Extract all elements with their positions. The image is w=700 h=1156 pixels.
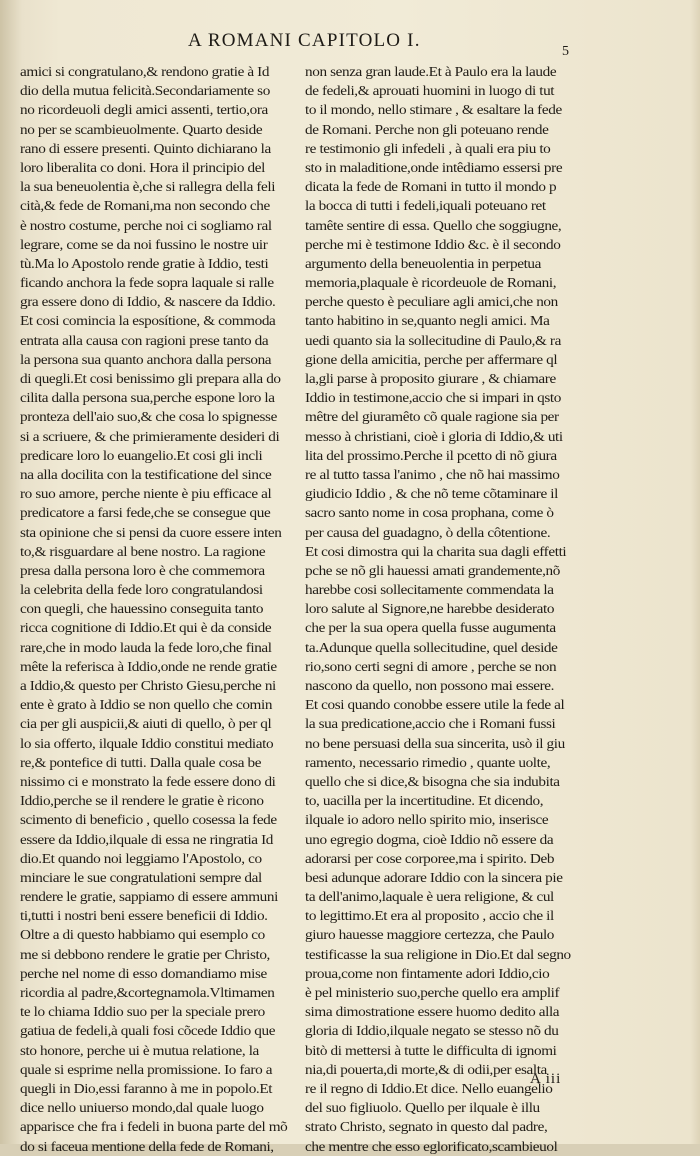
right-column-line: nia,di pouerta,di morte,& di odii,per esalta — [305, 1061, 547, 1077]
left-column-line: dice nello uniuerso mondo,dal quale luogo — [20, 1100, 264, 1116]
right-column-line: per causa del guadagno, ò della côtentione. — [305, 524, 551, 540]
left-column-line: rendere le gratie, sappiamo di essere ammuni — [20, 889, 278, 905]
right-column-line: strato Christo, segnato in questo dal padre, — [305, 1119, 548, 1135]
right-column-line: rio,sono certi segni di amore , perche se non — [305, 658, 557, 674]
left-column-line: predicare loro lo euangelio.Et cosi gli incli — [20, 447, 263, 463]
page-header — [0, 28, 700, 59]
left-column-line: entrata alla causa con ragioni prese tanto da — [20, 332, 269, 348]
left-column-line: ro suo amore, perche niente è piu efficace al — [20, 486, 272, 502]
left-column-line: perche nel nome di esso domandiamo mise — [20, 965, 267, 981]
right-column-line: che per la sua opera quella fusse augumenta — [305, 620, 556, 636]
left-column-line: ficando anchora la fede sopra laquale si ralle — [20, 275, 274, 291]
right-column-line: è pel ministerio suo,perche quello era amplif — [305, 985, 560, 1000]
right-column-line: dicata la fede de Romani in tutto il mondo p — [305, 179, 557, 195]
right-column-line: del suo figliuolo. Quello per ilquale è illu — [305, 1100, 540, 1116]
left-column-line: Iddio,perche se il rendere le gratie è ricono — [20, 793, 264, 809]
right-column-line: ilquale io adoro nello spirito mio, inserisce — [305, 812, 549, 828]
left-column-line: Et cosi comincia la esposítione, & commoda — [20, 313, 276, 329]
left-column-line: na alla docilita con la testificatione del since — [20, 466, 272, 482]
left-column-line: no ricordeuoli degli amici assenti, tertio,ora — [20, 102, 268, 118]
right-column-line: to legittimo.Et era al proposito , accio che il — [305, 908, 554, 924]
right-column-line: adorarsi per cose corporee,ma i spirito. Deb — [305, 850, 555, 866]
right-column-line: sima dimostratione essere huomo dedito alla — [305, 1004, 560, 1020]
right-column-line: Et cosi dimostra qui la charita sua dagli effetti — [305, 543, 567, 559]
right-column-line: de fedeli,& aprouati huomini in luogo di tut — [305, 83, 555, 99]
left-column-line: rare,che in modo lauda la fede loro,che final — [20, 639, 272, 655]
right-column-line: proua,come non fintamente adori Iddio,cio — [305, 965, 550, 981]
left-column-line: con quegli, che hauessino conseguita tanto — [20, 601, 264, 617]
right-column-line: besi adunque adorare Iddio con la sincera pie — [305, 869, 563, 885]
left-column-line: nissimo ci e monstrato la fede essere dono di — [20, 773, 276, 789]
right-column-line: la sua predicatione,accio che i Romani fussi — [305, 716, 556, 732]
right-column-line: harebbe cosi sollecitamente commendata la — [305, 582, 554, 598]
left-column-line: a Iddio,& questo per Christo Giesu,perche ni — [20, 678, 276, 693]
left-column-line: do si faceua mentione della fede de Romani, — [20, 1138, 274, 1154]
right-column-line: nascono da quello, non possono mai essere. — [305, 678, 555, 693]
right-column-line: re al tutto tassa l'animo , che nõ hai massimo — [305, 466, 560, 482]
right-column-line: no bene persuasi della sua sincerita, usò il giu — [305, 735, 565, 751]
left-column-line: tù.Ma lo Apostolo rende gratie à Iddio, testi — [20, 255, 269, 271]
right-column-line: re testimonio gli infedeli , à quali era piu to — [305, 140, 551, 156]
right-column-line: loro salute al Signore,ne harebbe desiderato — [305, 601, 555, 617]
left-column-line: predicatore a farsi fede,che se consegue que — [20, 505, 271, 521]
right-column-line: memoria,plaquale è ricordeuole de Romani, — [305, 275, 557, 291]
left-text-column — [20, 62, 310, 1156]
right-column-line: to il mondo, nello stimare , & esaltare la fede — [305, 102, 562, 118]
right-column-line: uedi quanto sia la sollecitudine di Paulo,& ra — [305, 332, 561, 348]
left-column-line: to,& risguardare al bene nostro. La ragione — [20, 543, 266, 559]
left-column-line: no per se scambieuolmente. Quarto deside — [20, 121, 263, 137]
left-column-line: mête la referisca à Iddio,onde ne rende gratie — [20, 658, 277, 674]
right-column-line: perche questo è peculiare agli amici,che non — [305, 294, 558, 310]
left-column-line: cità,& fede de Romani,ma non secondo che — [20, 198, 270, 214]
right-column-line: la bocca di tutti i fedeli,iquali poteuano ret — [305, 198, 546, 214]
left-column-line: sta opinione che si pensi da cuore essere inten — [20, 524, 282, 540]
left-column-line: presa dalla persona loro è che commemora — [20, 562, 265, 578]
left-column-line: amici si congratulano,& rendono gratie à Id — [20, 64, 270, 79]
right-column-line: quello che si dice,& bisogna che sia indubita — [305, 773, 560, 789]
left-column-line: minciare le sue congratulationi sempre dal — [20, 869, 262, 885]
left-column-line: Oltre a di questo habbiamo qui esemplo co — [20, 927, 265, 943]
right-column-line: messo à christiani, cioè i gloria di Iddio,& uti — [305, 428, 563, 444]
left-column-line: ti,tutti i nostri beni essere beneficii di Iddio. — [20, 908, 268, 924]
right-column-line: gloria di Iddio,ilquale negato se stesso nõ du — [305, 1023, 559, 1039]
left-column-line: lo sia offerto, ilquale Iddio constitui mediato — [20, 735, 274, 751]
right-column-line: uno egregio dogma, cioè Iddio nõ essere da — [305, 831, 554, 847]
left-column-line: quegli in Dio,essi faranno à me in popolo.Et — [20, 1080, 273, 1096]
right-column-line: giuro hauesse maggiore certezza, che Paulo — [305, 927, 555, 943]
left-column-line: si a scriuere, & che primieramente desideri di — [20, 428, 280, 444]
left-column-line: me si debbono rendere le gratie per Christo, — [20, 946, 270, 962]
right-column-line: lita del prossimo.Perche il pcetto di nõ giura — [305, 447, 557, 463]
right-column-line: che mentre che esso eglorificato,scambieuol — [305, 1138, 558, 1154]
right-column-line: Iddio in testimone,accio che si impari in qsto — [305, 390, 561, 406]
right-column-line: de Romani. Perche non gli poteuano rende — [305, 121, 549, 137]
right-column-line: tanto habitino in se,quanto negli amici. Ma — [305, 313, 550, 329]
right-column-line: giudicio Iddio , & che nõ teme cõtaminare il — [305, 486, 558, 502]
right-column-line: re il regno di Iddio.Et dice. Nello euangelio — [305, 1080, 553, 1096]
right-column-line: la,gli parse à proposito giurare , & chiamare — [305, 371, 556, 386]
right-column-line: sacro santo nome in cosa prophana, come ò — [305, 505, 554, 521]
left-column-line: ricordia al padre,&cortegnamola.Vltimamen — [20, 985, 275, 1000]
right-column-line: pche se nõ gli hauessi amati grandemente,nõ — [305, 562, 561, 578]
right-text-column — [305, 62, 595, 1156]
folio-number: 5 — [562, 44, 569, 59]
right-column-line: sto in maladitione,onde intêdiamo essersi pre — [305, 159, 563, 175]
left-column-line: sto honore, perche ui è mutua relatione, la — [20, 1042, 259, 1058]
left-column-line: la celebrita della fede loro congratulandosi — [20, 582, 263, 598]
right-column-line: tamête sentire di essa. Quello che soggiugne, — [305, 217, 562, 233]
left-column-line: rano di essere presenti. Quinto dichiarano la — [20, 140, 271, 156]
left-column-line: te lo chiama Iddio suo per la speciale prero — [20, 1004, 265, 1020]
left-column-line: quale si esprime nella promissione. Io faro a — [20, 1061, 273, 1077]
left-column-line: pronteza dell'aio suo,& che cosa lo spignesse — [20, 409, 277, 425]
left-column-line: ente è grato à Iddio se non quello che comin — [20, 697, 273, 713]
left-column-line: è nostro costume, perche noi ci sogliamo ral — [20, 217, 272, 233]
right-column-line: ta dell'animo,laquale è uera religione, & cul — [305, 889, 554, 905]
left-column-line: dio della mutua felicità.Secondariamente so — [20, 83, 270, 99]
right-column-line: argumento della beneuolentia in perpetua — [305, 255, 542, 271]
left-column-line: legrare, come se da noi fussino le nostre uir — [20, 236, 268, 252]
right-column-line: ramento, necessario rimedio , quante uolte, — [305, 754, 551, 770]
left-column-line: ricca cognitione di Iddio.Et qui è da conside — [20, 620, 272, 636]
left-column-line: la sua beneuolentia è,che si rallegra della feli — [20, 179, 276, 195]
right-column-line: gione della amicitia, perche per affermare ql — [305, 351, 558, 367]
signature-mark: A iii — [530, 1071, 562, 1087]
left-column-line: dio.Et quando noi leggiamo l'Apostolo, co — [20, 850, 262, 866]
right-column-line: testificasse la sua religione in Dio.Et dal segno — [305, 946, 571, 962]
left-column-line: essere da Iddio,ilquale di essa ne ringratia Id — [20, 831, 273, 847]
right-column-line: ta.Adunque quella sollecitudine, quel deside — [305, 639, 558, 655]
left-column-line: re,& pontefice di tutti. Dalla quale cosa be — [20, 754, 262, 770]
right-column-line: Et cosi quando conobbe essere utile la fede al — [305, 697, 565, 713]
left-column-line: scimento di beneficio , quello cosessa la fede — [20, 812, 277, 828]
left-column-line: gatiua de fedeli,à quali fosi cõcede Iddio que — [20, 1023, 276, 1039]
running-head: A ROMANI CAPITOLO I. — [188, 30, 421, 51]
right-column-line: non senza gran laude.Et à Paulo era la laude — [305, 64, 557, 79]
right-column-line: perche mi è testimone Iddio &c. è il secondo — [305, 236, 561, 252]
right-column-line: to, uacilla per la incertitudine. Et dicendo, — [305, 793, 544, 809]
left-column-line: gra essere dono di Iddio, & nascere da Iddio. — [20, 294, 276, 310]
left-column-line: loro liberalita co doni. Hora il principio del — [20, 159, 265, 175]
left-column-line: la persona sua quanto anchora dalla persona — [20, 351, 272, 367]
left-column-line: di quegli.Et cosi benissimo gli prepara alla do — [20, 371, 281, 386]
right-column-line: bitò di mettersi à tutte le difficulta di ignomi — [305, 1042, 557, 1058]
left-column-line: cia per gli auspicii,& aiuti di quello, ò per ql — [20, 716, 272, 732]
left-column-line: apparisce che fra i fedeli in buona parte del mõ — [20, 1119, 288, 1135]
left-column-line: cilita dalla persona sua,perche espone loro la — [20, 390, 275, 406]
right-column-line: mêtre del giuramêto cõ quale ragione sia per — [305, 409, 559, 425]
